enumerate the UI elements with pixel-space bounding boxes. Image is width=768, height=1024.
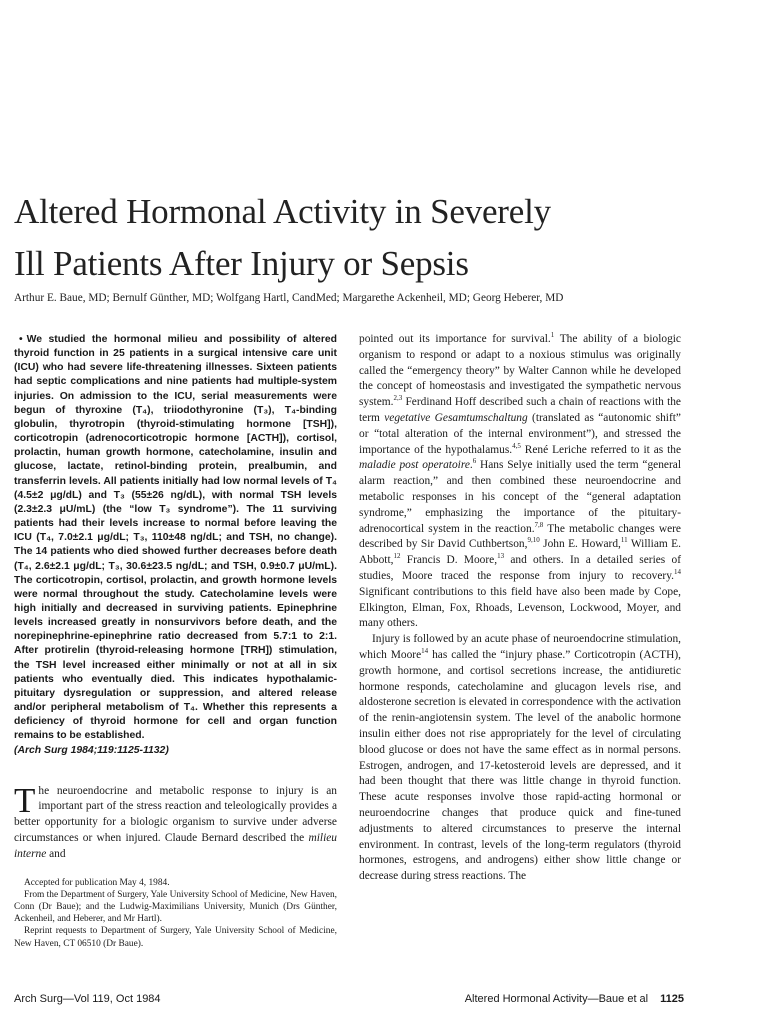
running-footer xyxy=(465,993,684,1005)
journal-citation: Arch Surg—Vol 119, Oct 1984 xyxy=(14,993,161,1005)
reference-superscript: 4,5 xyxy=(512,441,521,450)
title-line-1: Altered Hormonal Activity in Severely xyxy=(14,192,551,231)
reference-superscript: 13 xyxy=(497,552,505,561)
reference-superscript: 9,10 xyxy=(527,536,540,545)
text-run: The metabolic changes were described by Sir David Cuthbertson, xyxy=(359,522,681,551)
text-run: . xyxy=(469,459,473,472)
reference-superscript: 1 xyxy=(550,331,555,340)
reference-superscript: 12 xyxy=(393,552,401,561)
page-footer xyxy=(14,993,684,1009)
article-title xyxy=(14,186,754,290)
right-column xyxy=(359,332,681,885)
abstract-citation: (Arch Surg 1984;119:1125-1132) xyxy=(14,744,169,756)
text-run: Ferdinand Hoff described such a chain of reactions with the term xyxy=(359,396,681,424)
italic-term: vegetative Gesamtumschaltung xyxy=(384,411,528,424)
footnote-reprints: Reprint requests to Department of Surgery, Yale University School of Medicine, New Haven, CT 06510 (Dr Baue). xyxy=(14,926,337,949)
left-column xyxy=(14,333,337,950)
text-run: and others. In a detailed series of studies, Moore traced the response from injury to recovery. xyxy=(359,554,681,582)
intro-milieu-term: milieu interne xyxy=(14,832,337,860)
reference-superscript: 6 xyxy=(472,457,477,466)
text-run: William E. Abbott, xyxy=(359,538,681,567)
italic-term: maladie post operatoire xyxy=(359,459,470,472)
text-run: (translated as “autonomic shift” or “total alteration of the internal environment”), and stressed the importance of the hypothalamus. xyxy=(359,411,681,456)
text-run: Significant contributions to this field have also been made by Cope, Elkington, Elman, Fox, Rhoads, Levenson, Lockwood, Moyer, and many others. xyxy=(359,585,681,630)
reference-superscript: 11 xyxy=(620,536,628,545)
text-run: pointed out its importance for survival. xyxy=(359,333,551,345)
reference-superscript: 7,8 xyxy=(534,520,544,529)
text-run: has called the “injury phase.” Corticotropin (ACTH), growth hormone, and cortisol secretions increase, the antidiuretic hormone responds, catecholamine and glucagon levels rise, and aldosterone secretion is elevated in correspondence with the activation of the renin-angiotensin system. The level of the anabolic hormone insulin either does not rise appropriately for the level of circulating blood glucose or does not have the same effect as in normal persons. Estrogen, androgen, and 17-ketosteroid levels are depressed, and it had been thought that there was little change in thyroid function. These acute responses involve those rapid-acting hormonal or neuroendocrine changes that produce quick and fine-tuned adjustments to altered circumstances to preserve the internal environment. In contrast, levels of the long-term regulators (thyroid hormones, estrogens, and androgens) either show little change or decrease during stress reactions. The xyxy=(359,648,681,883)
title-line-2: Ill Patients After Injury or Sepsis xyxy=(14,244,469,283)
intro-text-b: and xyxy=(46,847,66,860)
introduction-paragraph xyxy=(14,780,337,863)
author-list: Arthur E. Baue, MD; Bernulf Günther, MD; Wolfgang Hartl, CandMed; Margarethe Ackenheil, MD; Georg Heberer, MD xyxy=(14,292,564,304)
footnotes xyxy=(14,877,337,950)
reference-superscript: 14 xyxy=(674,568,681,577)
text-run: Francis D. Moore, xyxy=(400,554,498,567)
footnote-affiliation: From the Department of Surgery, Yale University School of Medicine, New Haven, Conn (Dr Baue); and the Ludwig-Maximilians University, Munich (Drs Günther, Ackenheil, and Heberer, and Mr Hartl). xyxy=(14,889,337,925)
reference-superscript: 2,3 xyxy=(393,394,403,403)
text-run: The ability of a biologic organism to respond or adapt to a noxious stimulus was originally called the “emergency theory” by Walter Cannon while he developed the concept of homeostasis and investigated the sympathetic nervous system. xyxy=(359,333,681,409)
intro-text-a: he neuroendocrine and metabolic response to injury is an important part of the stress reaction and teleologically provides a better opportunity for a biologic organism to survive under adverse circumstances or when injured. Claude Bernard described the xyxy=(14,784,337,845)
bullet-icon: • xyxy=(19,334,23,345)
footnote-accepted: Accepted for publication May 4, 1984. xyxy=(24,877,170,888)
abstract-text: We studied the hormonal milieu and possibility of altered thyroid function in 25 patients in a surgical intensive care unit (ICU) who had severe life-threatening illnesses. Sixteen patients had septic complications and nine patients had multiple-system injuries. On admission to the ICU, serial measurements were begun of thyroxine (T₄), triiodothyronine (T₃), T₄-binding globulin, thyrotropin (thyroid-stimulating hormone [TSH]), corticotropin (adrenocorticotropic hormone [ACTH]), cortisol, prolactin, human growth hormone, catecholamine, insulin and glucose, lactate, retinol-binding protein, prealbumin, and transferrin levels. All patients initially had low normal levels of T₄ (4.5±2 μg/dL) and T₃ (55±26 ng/dL), with normal TSH levels (2.3±2.3 μU/mL) (the “low T₃ syndrome”). The 11 surviving patients had their levels increase to normal before leaving the ICU (T₄, 7.0±2.1 μg/dL; T₃, 110±48 ng/dL; and TSH, no change). The 14 patients who died showed further decreases before death (T₄, 2.6±2.1 μg/dL; T₃, 30.6±23.5 ng/dL; and TSH, 0.9±0.7 μU/mL). The corticotropin, cortisol, prolactin, and growth hormone levels were normal throughout the study. Catecholamine levels were high initially and decreased in surviving patients. Epinephrine levels increased greatly in nonsurvivors before death, and the norepinephrine-epinephrine ratio decreased from 5.7:1 to 2:1. After protirelin (thyroid-releasing hormone [TRH]) stimulation, the TSH level increased either minimally or not at all in six patients who eventually died. This indicates hypothalamic-pituitary dysregulation or suppression, and altered release and/or peripheral metabolism of T₄. Whether this represents a deficiency of thyroid hormone for cell and organ function remains to be established. xyxy=(14,334,337,742)
text-run: Injury is followed by an acute phase of neuroendocrine stimulation, which Moore xyxy=(359,633,681,661)
text-run: John E. Howard, xyxy=(539,538,621,551)
drop-cap: T xyxy=(14,780,36,820)
reference-superscript: 14 xyxy=(421,647,429,656)
text-run: Hans Selye initially used the term “general alarm reaction,” and then combined these neuroendocrine and metabolic responses in his concept of the “general adaptation syndrome,” emphasizing the importance of the pituitary-adrenocortical system in the reaction. xyxy=(359,459,682,535)
running-title: Altered Hormonal Activity—Baue et al xyxy=(464,993,649,1005)
body-paragraph-2 xyxy=(359,632,681,885)
page-number: 1125 xyxy=(660,993,684,1005)
body-paragraph-1 xyxy=(359,332,681,632)
abstract xyxy=(14,333,337,758)
text-run: René Leriche referred to it as the xyxy=(520,443,681,456)
